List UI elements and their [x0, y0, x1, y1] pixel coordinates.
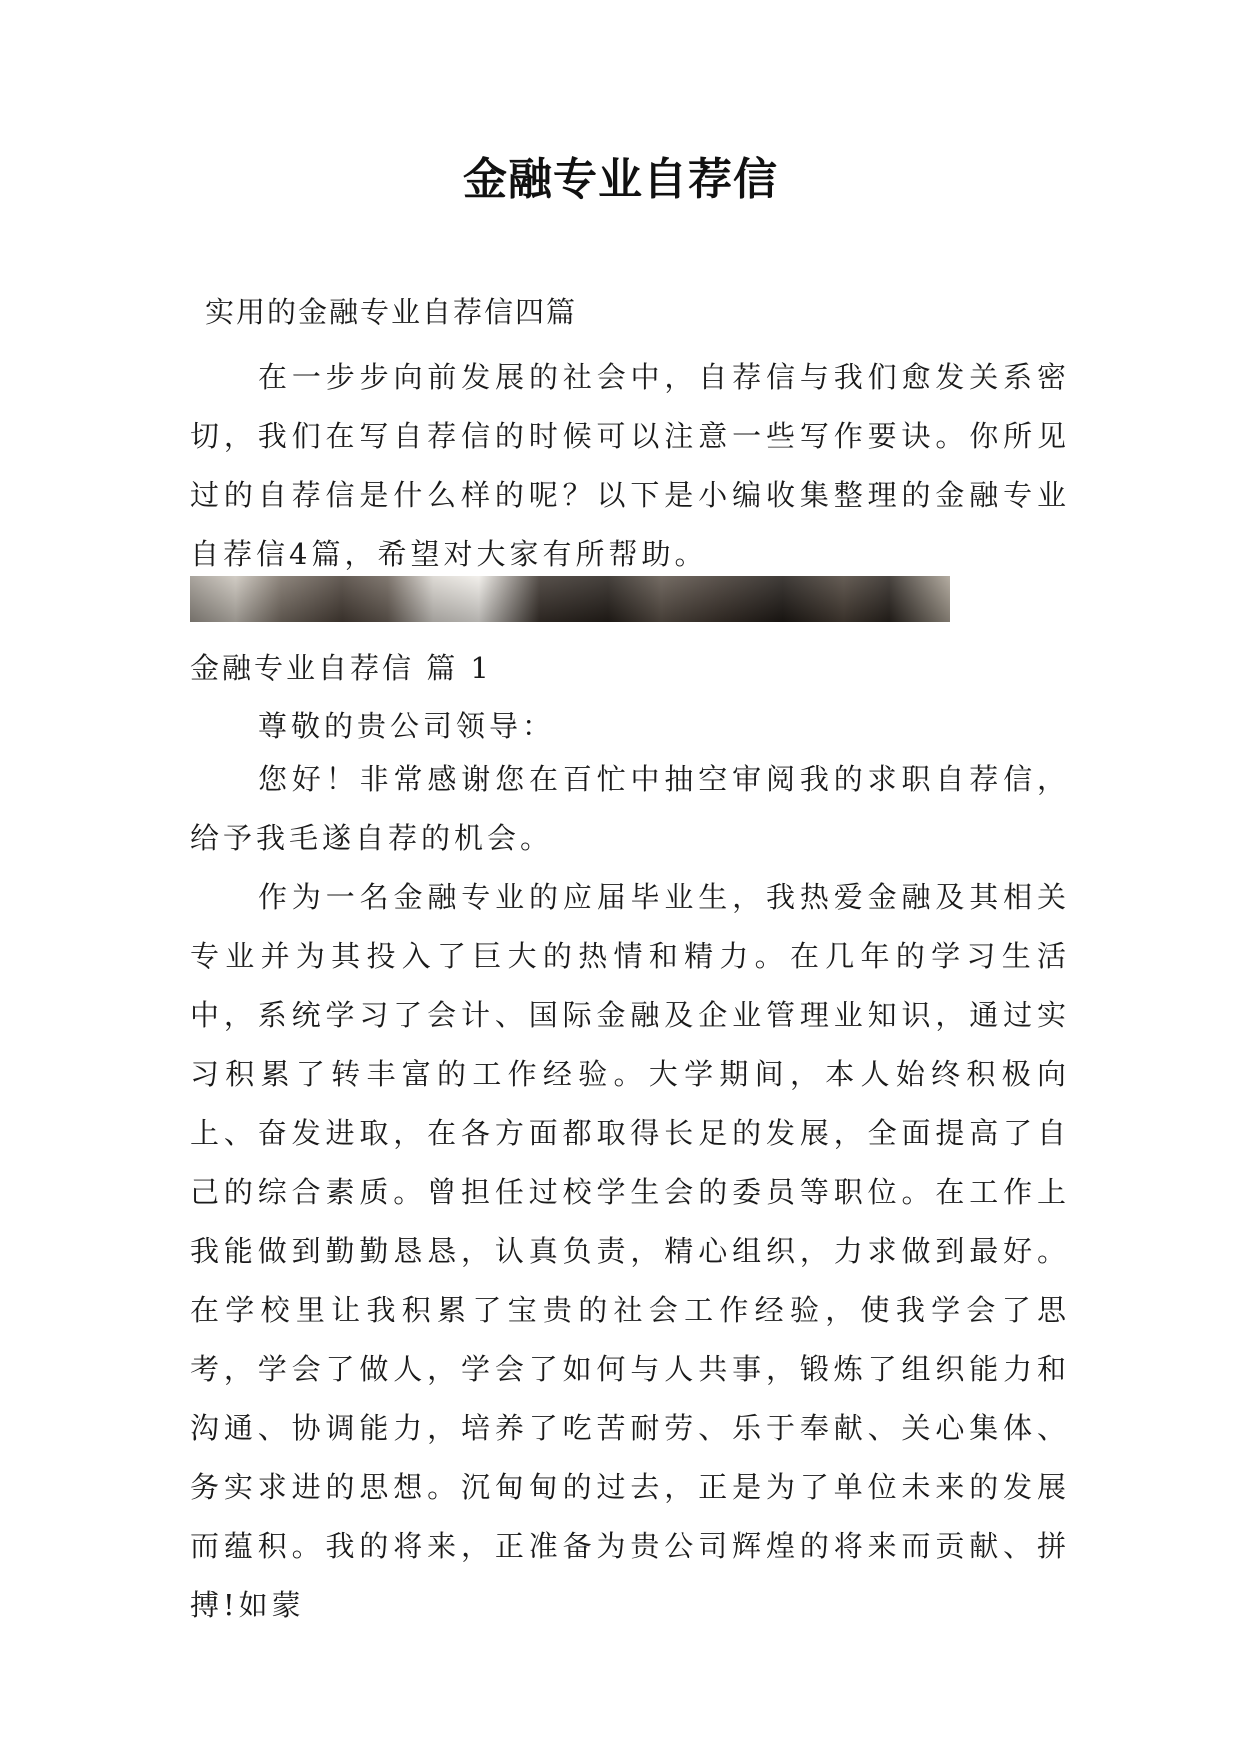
document-subtitle: 实用的金融专业自荐信四篇 — [205, 295, 578, 329]
document-title: 金融专业自荐信 — [463, 154, 778, 205]
letter-salutation: 尊敬的贵公司领导： — [258, 709, 556, 743]
banner-shade — [190, 576, 950, 622]
section-heading: 金融专业自荐信 篇 1 — [190, 651, 492, 685]
body-paragraph-2: 作为一名金融专业的应届毕业生，我热爱金融及其相关专业并为其投入了巨大的热情和精力。在几年的学习生活中，系统学习了会计、国际金融及企业管理业知识，通过实习积累了转丰富的工作经验。大学期间，本人始终积极向上、奋发进取，在各方面都取得长足的发展，全面提高了自己的综合素质。曾担任过校学生会的委员等职位。在工作上我能做到勤勤恳恳，认真负责，精心组织，力求做到最好。在学校里让我积累了宝贵的社会工作经验，使我学会了思考，学会了做人，学会了如何与人共事，锻炼了组织能力和沟通、协调能力，培养了吃苦耐劳、乐于奉献、关心集体、务实求进的思想。沉甸甸的过去，正是为了单位未来的发展而蕴积。我的将来，正准备为贵公司辉煌的将来而贡献、拼搏!如蒙 — [190, 880, 1070, 1622]
banner-image — [190, 576, 950, 622]
intro-paragraph: 在一步步向前发展的社会中，自荐信与我们愈发关系密切，我们在写自荐信的时候可以注意一些写作要诀。你所见过的自荐信是什么样的呢？以下是小编收集整理的金融专业自荐信4篇，希望对大家有所帮助。 — [190, 360, 1070, 571]
body-paragraph-1: 您好！非常感谢您在百忙中抽空审阅我的求职自荐信，给予我毛遂自荐的机会。 — [190, 762, 1070, 855]
